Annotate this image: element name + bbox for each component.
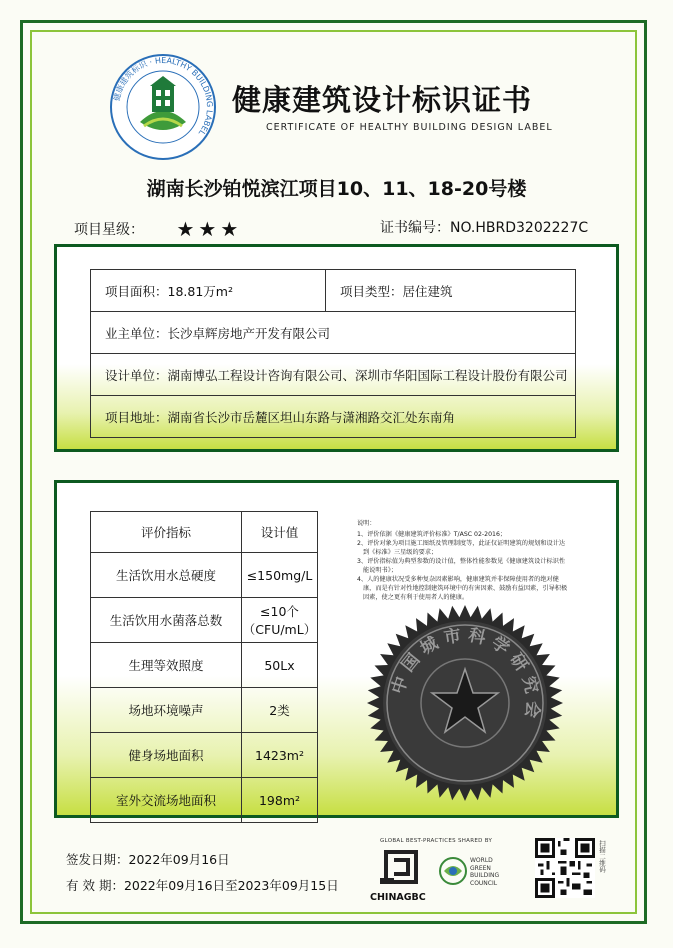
indicator-value: ≤10个（CFU/mL） bbox=[242, 598, 318, 643]
table-row bbox=[91, 598, 318, 643]
value-header: 设计值 bbox=[242, 512, 318, 553]
indicator-name: 健身场地面积 bbox=[91, 733, 242, 778]
notes-title: 说明： bbox=[357, 520, 376, 527]
project-area: 项目面积：18.81万m² bbox=[91, 270, 326, 312]
chinagbc-logo bbox=[372, 848, 434, 896]
chinagbc-wordmark: CHINAGBC bbox=[370, 892, 426, 903]
project-owner: 业主单位：长沙卓辉房地产开发有限公司 bbox=[91, 312, 576, 354]
indicator-value: 1423m² bbox=[242, 733, 318, 778]
indicator-name: 场地环境噪声 bbox=[91, 688, 242, 733]
note-item: 1、评价依据《健康建筑评价标准》T/ASC 02-2016； bbox=[357, 531, 507, 538]
issue-date: 签发日期：2022年09月16日 bbox=[66, 852, 230, 867]
qr-code-label: 扫描二维码 bbox=[598, 840, 606, 873]
indicator-header: 评价指标 bbox=[91, 512, 242, 553]
qr-code[interactable] bbox=[535, 838, 595, 898]
notes-block bbox=[357, 519, 571, 602]
table-header-row bbox=[91, 512, 318, 553]
project-info-panel bbox=[54, 244, 619, 452]
table-row bbox=[91, 553, 318, 598]
note-item: 3、评价指标值为典型参数的设计值，整体性能参数见《健康建筑设计标识性能说明书》； bbox=[357, 558, 566, 574]
indicator-name: 生理等效照度 bbox=[91, 643, 242, 688]
table-row bbox=[91, 778, 318, 823]
table-row bbox=[91, 354, 576, 396]
star-rating-label: 项目星级： bbox=[74, 222, 144, 238]
table-row bbox=[91, 312, 576, 354]
indicator-value: 198m² bbox=[242, 778, 318, 823]
note-item: 4、人的健康状况受多种复杂因素影响，健康建筑并非保障使用者的绝对健康，而是有针对性地控制建筑环境中的有害因素、鼓励有益因素，引导积极因素，使之更有利于使用者人的健康。 bbox=[357, 576, 568, 601]
wgbc-logo bbox=[438, 856, 468, 886]
certificate-number: 证书编号：NO.HBRD3202227C bbox=[380, 220, 589, 236]
embossed-seal bbox=[365, 603, 565, 803]
table-row bbox=[91, 733, 318, 778]
indicators-table bbox=[90, 511, 318, 823]
table-row bbox=[91, 270, 576, 312]
star-icons: ★★★ bbox=[176, 217, 243, 241]
wgbc-wordmark: WORLD GREEN BUILDING COUNCIL bbox=[470, 857, 500, 887]
project-star-rating bbox=[74, 217, 242, 241]
project-name: 湖南长沙铂悦滨江项目10、11、18-20号楼 bbox=[146, 178, 527, 200]
indicators-panel bbox=[54, 480, 619, 818]
note-item: 2、评价对象为项目施工图纸及管理制度等，此证仅证明建筑的规划和设计达到《标准》三星级的要求； bbox=[357, 540, 566, 556]
indicator-name: 生活饮用水总硬度 bbox=[91, 553, 242, 598]
best-practices-caption: GLOBAL BEST-PRACTICES SHARED BY bbox=[380, 838, 493, 844]
certificate-subtitle-en: CERTIFICATE OF HEALTHY BUILDING DESIGN LABEL bbox=[266, 122, 553, 133]
table-row bbox=[91, 688, 318, 733]
table-row bbox=[91, 396, 576, 438]
indicator-name: 室外交流场地面积 bbox=[91, 778, 242, 823]
project-designer: 设计单位：湖南博弘工程设计咨询有限公司、深圳市华阳国际工程设计股份有限公司 bbox=[91, 354, 576, 396]
indicator-value: ≤150mg/L bbox=[242, 553, 318, 598]
project-type: 项目类型：居住建筑 bbox=[326, 270, 576, 312]
indicator-name: 生活饮用水菌落总数 bbox=[91, 598, 242, 643]
indicator-value: 50Lx bbox=[242, 643, 318, 688]
project-address: 项目地址：湖南省长沙市岳麓区坦山东路与潇湘路交汇处东南角 bbox=[91, 396, 576, 438]
indicator-value: 2类 bbox=[242, 688, 318, 733]
seal-text: 中国城市科学研究会 bbox=[388, 625, 543, 726]
project-info-table bbox=[90, 269, 576, 438]
validity-period: 有 效 期：2022年09月16日至2023年09月15日 bbox=[66, 878, 339, 893]
certificate-title: 健康建筑设计标识证书 bbox=[232, 83, 533, 117]
logo-ring-text: 健康建筑标识 · HEALTHY BUILDING LABEL bbox=[112, 55, 215, 138]
healthy-building-label-logo bbox=[108, 52, 218, 162]
table-row bbox=[91, 643, 318, 688]
